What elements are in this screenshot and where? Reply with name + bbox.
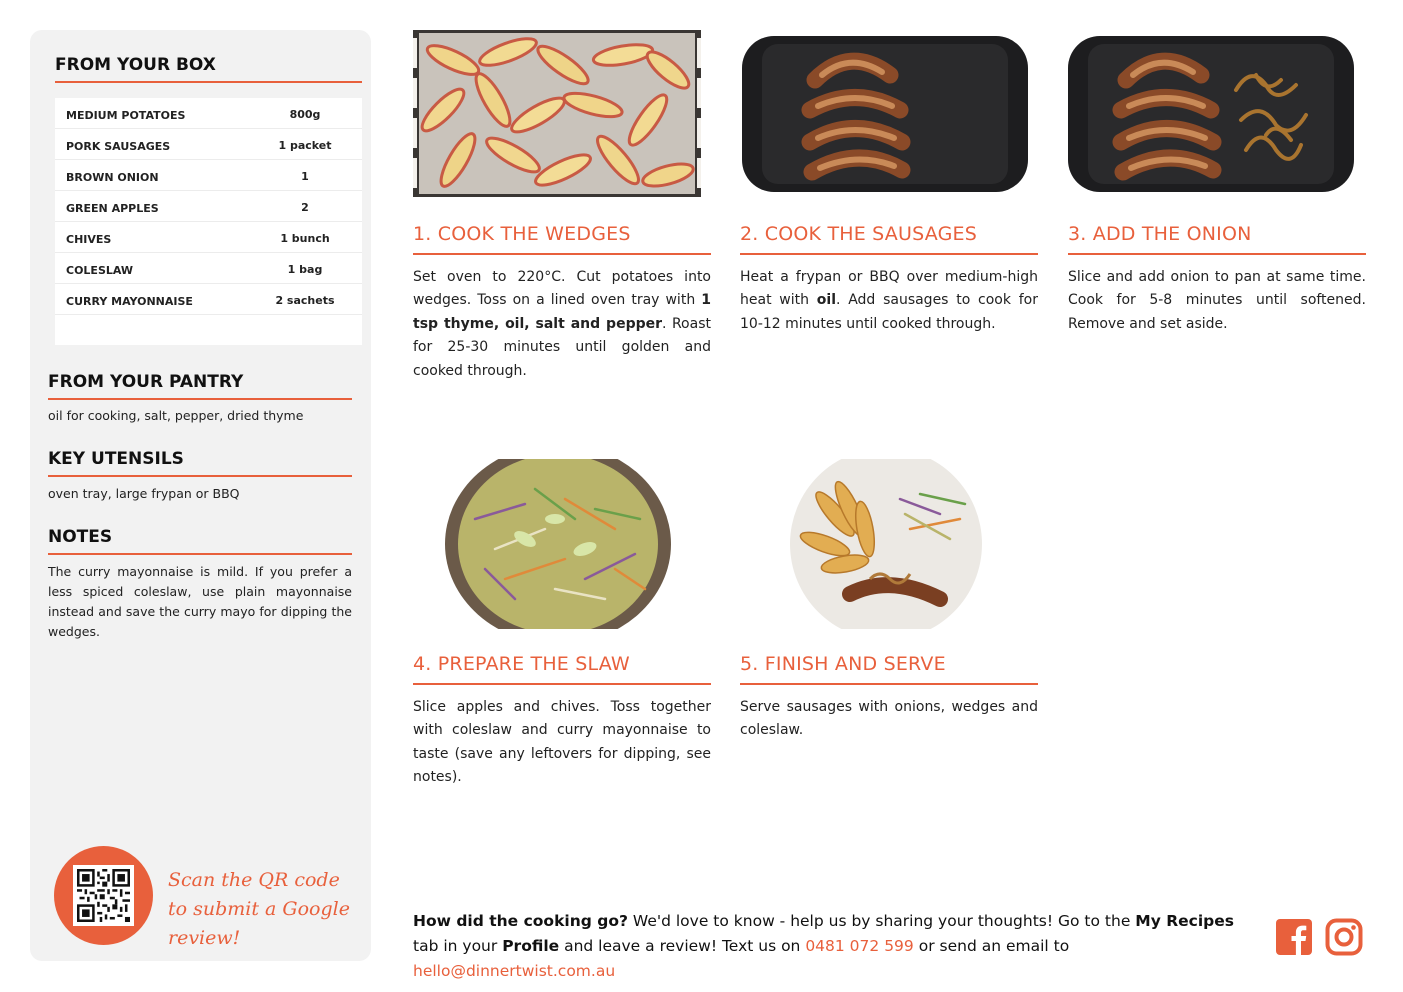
utensils-text: oven tray, large frypan or BBQ — [48, 486, 240, 501]
instagram-icon[interactable] — [1325, 918, 1363, 956]
divider — [55, 81, 362, 83]
table-row — [55, 284, 362, 315]
step-1-text: Set oven to 220°C. Cut potatoes into wedges. Toss on a lined oven tray with 1 tsp thyme, oil, salt and pepper. Roast for 25-30 minutes until golden and cooked through. — [413, 269, 711, 379]
step-4-text: Slice apples and chives. Toss together with coleslaw and curry mayonnaise to taste (save any leftovers for dipping, see notes). — [413, 699, 711, 786]
notes-text: The curry mayonnaise is mild. If you prefer a less spiced coleslaw, use plain mayonnaise instead and save the curry mayo for dipping the wedges. — [48, 564, 352, 639]
step-1-title: 1. COOK THE WEDGES — [413, 223, 631, 245]
divider — [740, 683, 1038, 685]
step-4-title: 4. PREPARE THE SLAW — [413, 653, 630, 675]
step-2-title: 2. COOK THE SAUSAGES — [740, 223, 977, 245]
ingredients-table — [55, 98, 362, 345]
qr-review-prompt: Scan the QR code to submit a Google review! — [168, 869, 350, 949]
from-your-box-heading: FROM YOUR BOX — [55, 55, 216, 75]
ingredient-qty: 1 packet — [278, 139, 332, 152]
divider — [413, 253, 711, 255]
review-prompt: How did the cooking go? We'd love to know - help us by sharing your thoughts! Go to the My Recipes tab in your Profile and leave a review! Text us on 0481 072 599 or send an email to hello@dinnertwist.com.au — [413, 912, 1234, 980]
table-row — [55, 253, 362, 284]
step-2-text: Heat a frypan or BBQ over medium-high heat with oil. Add sausages to cook for 10-12 minutes until cooked through. — [740, 269, 1038, 332]
ingredient-name: CHIVES — [66, 233, 112, 246]
ingredient-qty: 2 — [301, 201, 309, 214]
step-3-text: Slice and add onion to pan at same time. Cook for 5-8 minutes until softened. Remove and set aside. — [1068, 269, 1366, 332]
utensils-heading: KEY UTENSILS — [48, 449, 184, 469]
divider — [48, 475, 352, 477]
ingredient-name: MEDIUM POTATOES — [66, 109, 186, 122]
sidebar — [30, 30, 371, 961]
wedges-photo — [413, 30, 701, 197]
divider — [413, 683, 711, 685]
table-row — [55, 222, 362, 253]
profile-link[interactable]: Profile — [502, 937, 560, 955]
step-3-title: 3. ADD THE ONION — [1068, 223, 1252, 245]
divider — [740, 253, 1038, 255]
qr-code-icon[interactable] — [77, 869, 130, 922]
pantry-text: oil for cooking, salt, pepper, dried thyme — [48, 408, 304, 423]
qr-frame — [73, 865, 134, 926]
facebook-icon[interactable] — [1275, 918, 1313, 956]
table-row — [55, 98, 362, 129]
step-5-title: 5. FINISH AND SERVE — [740, 653, 946, 675]
ingredient-name: PORK SAUSAGES — [66, 140, 171, 153]
pantry-heading: FROM YOUR PANTRY — [48, 372, 244, 392]
email-link[interactable]: hello@dinnertwist.com.au — [413, 962, 616, 980]
ingredient-qty: 1 bag — [287, 263, 323, 276]
ingredient-name: GREEN APPLES — [66, 202, 159, 215]
divider — [1068, 253, 1366, 255]
phone-link[interactable]: 0481 072 599 — [805, 937, 914, 955]
sausages-onion-photo — [1066, 30, 1356, 196]
ingredient-qty: 1 — [301, 170, 309, 183]
table-row — [55, 191, 362, 222]
ingredient-name: CURRY MAYONNAISE — [66, 295, 193, 308]
notes-heading: NOTES — [48, 527, 113, 547]
ingredient-name: BROWN ONION — [66, 171, 159, 184]
ingredient-qty: 2 sachets — [275, 294, 335, 307]
ingredient-qty: 1 bunch — [280, 232, 330, 245]
table-row — [55, 160, 362, 191]
divider — [48, 398, 352, 400]
table-row — [55, 129, 362, 160]
plated-dish-photo — [790, 459, 982, 629]
divider — [48, 553, 352, 555]
my-recipes-link[interactable]: My Recipes — [1135, 912, 1234, 930]
slaw-photo — [445, 459, 672, 629]
qr-badge — [54, 846, 153, 945]
ingredient-name: COLESLAW — [66, 264, 134, 277]
step-5-text: Serve sausages with onions, wedges and coleslaw. — [740, 699, 1038, 739]
sausages-photo — [740, 30, 1030, 196]
review-question: How did the cooking go? — [413, 912, 628, 930]
ingredient-qty: 800g — [289, 108, 321, 121]
